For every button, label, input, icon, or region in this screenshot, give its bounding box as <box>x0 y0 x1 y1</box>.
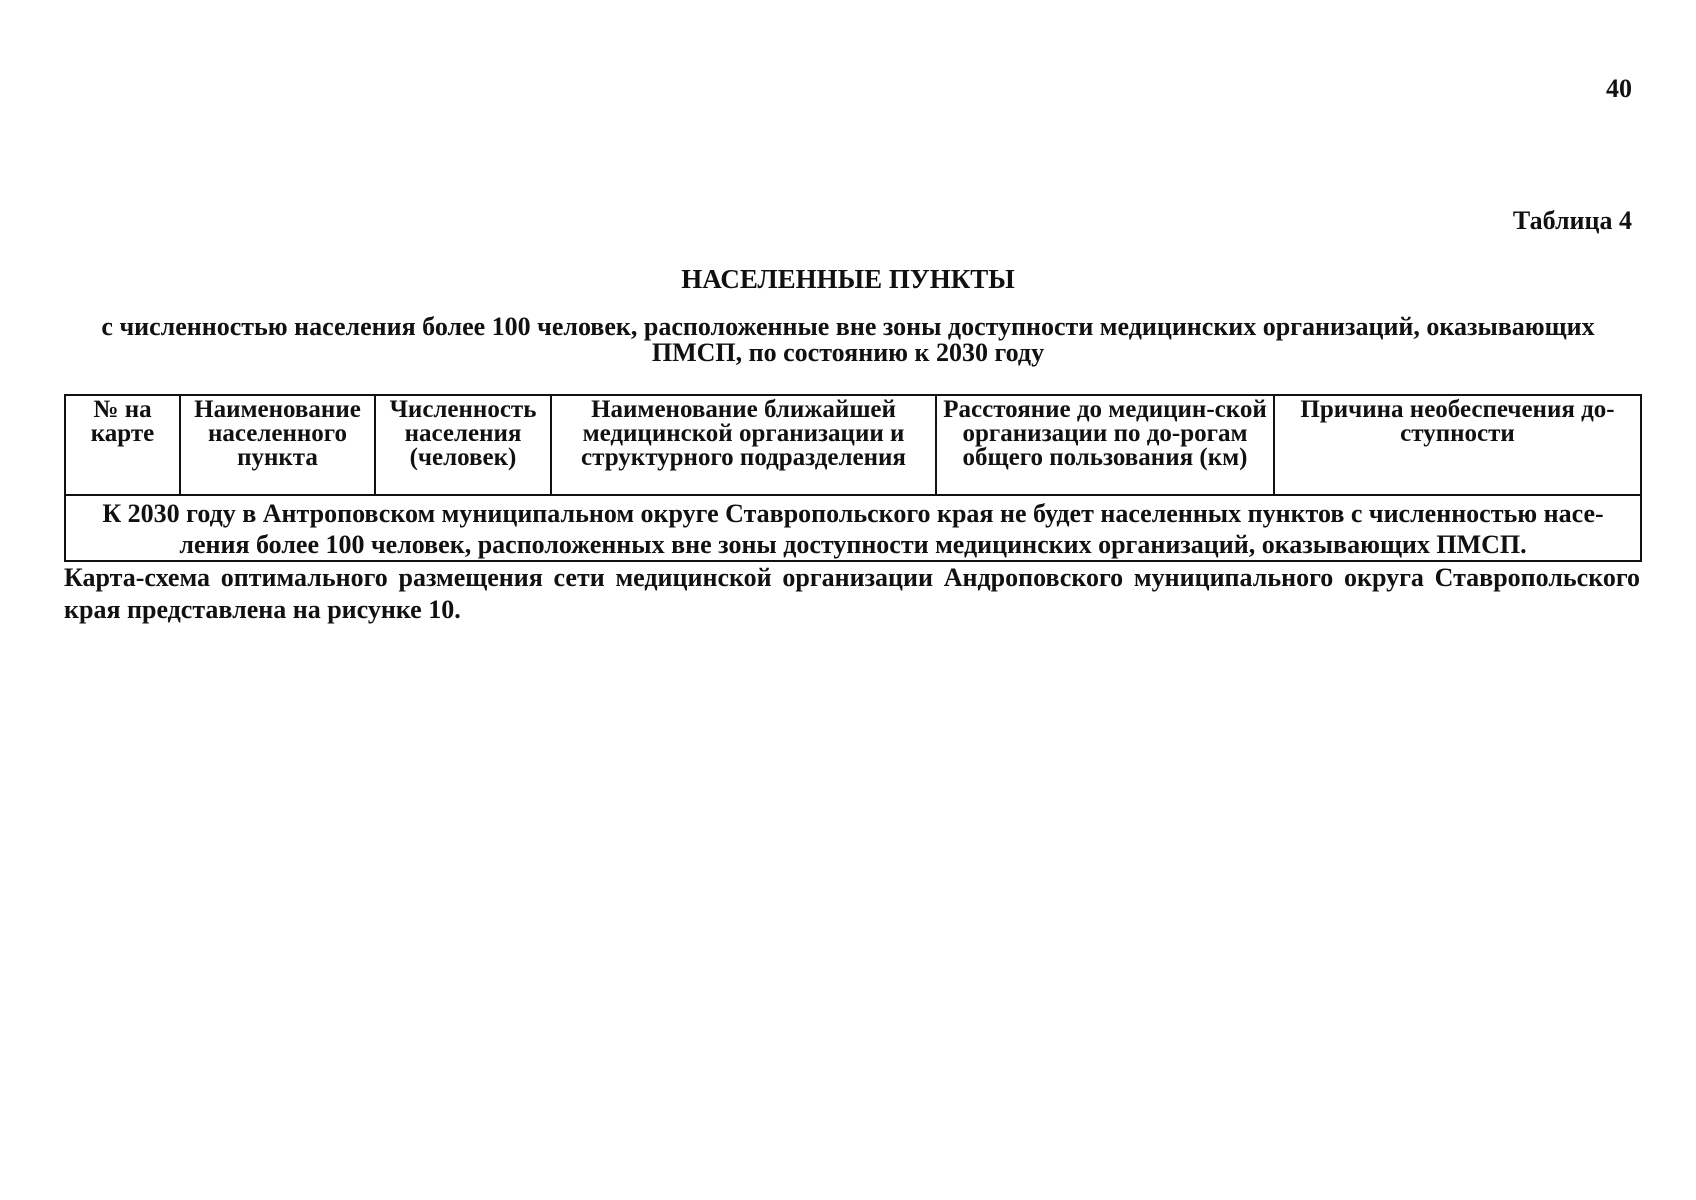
header-reason: Причина необеспечения до-ступности <box>1274 395 1641 495</box>
table-note-cell: К 2030 году в Антроповском муниципальном округе Ставропольского края не будет населенных пунктов с численностью насе-ления более 100 человек, расположенных вне зоны доступности медицинских организаций, оказывающих ПМСП. <box>65 495 1641 561</box>
header-distance: Расстояние до медицин-ской организации по до-рогам общего пользования (км) <box>936 395 1274 495</box>
header-map-number: № на карте <box>65 395 180 495</box>
header-population: Численность населения (человек) <box>375 395 551 495</box>
table-row <box>65 495 1641 561</box>
header-nearest-medical-org: Наименование ближайшей медицинской организации и структурного подразделения <box>551 395 936 495</box>
settlements-table <box>64 394 1642 562</box>
page-number: 40 <box>1606 74 1632 103</box>
figure-caption-text: Карта-схема оптимального размещения сети медицинской организации Андроповского муниципального округа Ставропольского края представлена на рисунке 10. <box>64 563 1640 624</box>
document-subtitle: с численностью населения более 100 человек, расположенные вне зоны доступности медицинских организаций, оказывающих ПМСП, по состоянию к 2030 году <box>101 312 1595 367</box>
table-header-row <box>65 395 1641 495</box>
header-settlement-name: Наименование населенного пункта <box>180 395 375 495</box>
document-title: НАСЕЛЕННЫЕ ПУНКТЫ <box>681 264 1015 294</box>
table-label: Таблица 4 <box>1512 206 1632 235</box>
